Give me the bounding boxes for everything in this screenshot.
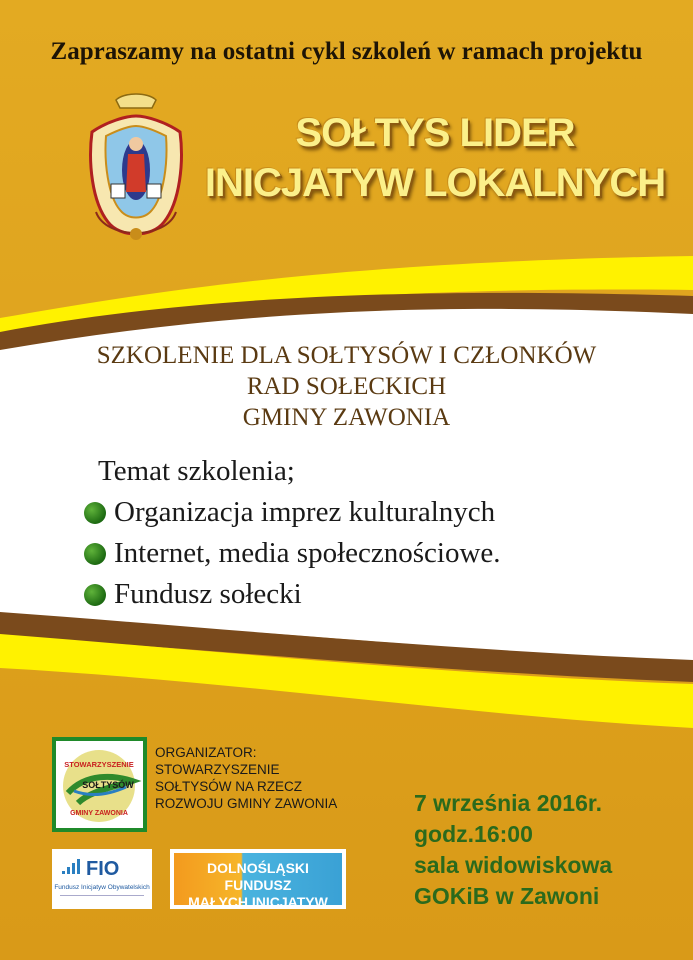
event-details [414,788,612,912]
green-bullet-icon [84,502,106,524]
dfmi-logo [170,849,346,909]
organizer-line1: STOWARZYSZENIE [155,762,280,777]
event-place: sala widowiskowa [414,852,613,878]
training-line3: GMINY ZAWONIA [242,404,451,431]
topic-label: Fundusz sołecki [114,578,302,610]
organizer-logo-bottom-text: GMINY ZAWONIA [70,810,128,817]
organizer-label: ORGANIZATOR: [155,745,257,760]
fio-subtitle: Fundusz Inicjatyw Obywatelskich [54,884,150,891]
organizer-line3: ROZWOJU GMINY ZAWONIA [155,796,338,811]
training-line2: RAD SOŁECKICH [246,373,447,400]
organizer-logo-graphic [56,741,143,828]
dfmi-logo-text [174,860,342,911]
green-bullet-icon [84,584,106,606]
green-bullet-icon [84,543,106,565]
topic-item [84,537,501,570]
fio-logo [52,849,152,909]
event-venue: GOKiB w Zawoni [414,883,600,909]
dfmi-line1: DOLNOŚLĄSKI FUNDUSZ [207,860,309,893]
project-title-line2: INICJATYW LOKALNYCH [204,161,666,205]
organizer-info [155,744,337,812]
topic-item [84,496,495,529]
fio-logo-graphic [52,849,152,909]
event-time: godz.16:00 [414,821,533,847]
organizer-logo-mid-text: SOŁTYSÓW [82,780,134,790]
topics-heading: Temat szkolenia; [98,455,295,487]
coat-of-arms-logo [86,92,186,252]
organizer-line2: SOŁTYSÓW NA RZECZ [155,779,303,794]
fio-name: FIO [86,858,120,880]
training-audience [0,340,693,433]
dfmi-line2: MAŁYCH INICJATYW [188,894,328,910]
training-line1: SZKOLENIE DLA SOŁTYSÓW I CZŁONKÓW [96,342,597,369]
topic-label: Organizacja imprez kulturalnych [114,496,496,528]
topic-label: Internet, media społecznościowe. [114,537,501,569]
invitation-text: Zapraszamy na ostatni cykl szkoleń w ramach projektu [50,38,643,65]
project-title-line1: SOŁTYS LIDER [295,111,575,155]
project-title [200,108,670,208]
organizer-logo [52,737,147,832]
organizer-logo-top-text: STOWARZYSZENIE [64,760,134,769]
event-date: 7 września 2016r. [414,790,602,816]
topic-item [84,578,302,611]
